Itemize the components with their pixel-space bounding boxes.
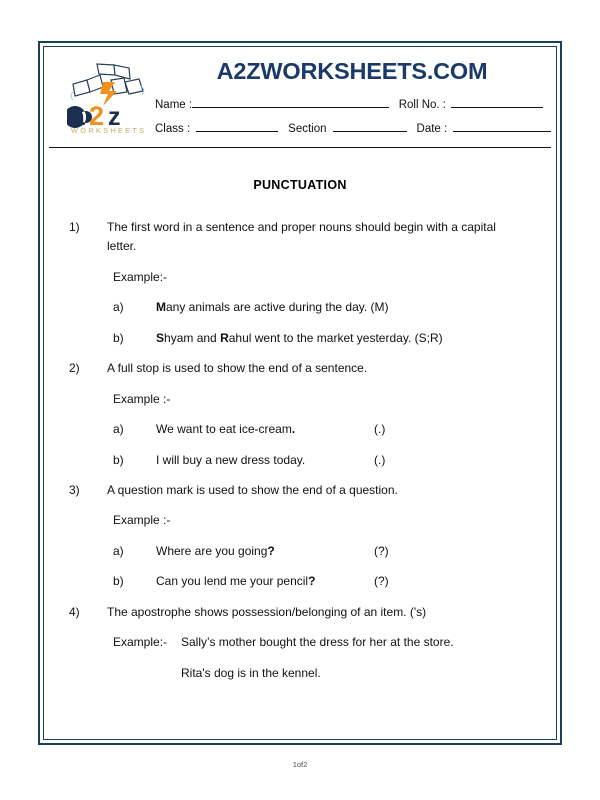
bold-capital: M <box>156 300 166 315</box>
example-item <box>113 572 537 591</box>
example-label: Example:- <box>113 269 168 284</box>
example-item-label: a) <box>113 543 124 558</box>
example-item-text <box>156 420 374 439</box>
question-line <box>63 359 537 378</box>
example-sentence-2: Rita's dog is in the kennel. <box>181 665 321 680</box>
bold-punctuation: ? <box>267 543 275 558</box>
question-number: 2) <box>69 361 80 376</box>
footer-page-number: 1of2 <box>292 760 308 769</box>
example-sentence: We want to eat ice-cream <box>156 422 292 437</box>
question-text: A full stop is used to show the end of a sentence. <box>107 361 368 376</box>
worksheet-inner-border <box>43 46 557 740</box>
example-item-text <box>156 572 374 591</box>
class-section-date-row <box>155 120 543 144</box>
roll-no-label: Roll No. : <box>398 99 446 111</box>
worksheet-header <box>49 52 551 148</box>
example-item-text <box>156 298 389 317</box>
svg-text:2: 2 <box>89 101 105 131</box>
worksheet-page <box>38 41 562 745</box>
example-item-label: b) <box>113 330 124 345</box>
example-item-label: a) <box>113 422 124 437</box>
name-label: Name : <box>155 99 193 111</box>
bold-punctuation: . <box>291 422 296 437</box>
question-block-3 <box>63 481 537 592</box>
class-label: Class : <box>155 123 191 135</box>
example-sentence: I will buy a new dress today. <box>156 452 306 467</box>
example-label: Example :- <box>113 513 171 528</box>
section-input[interactable] <box>333 120 407 132</box>
svg-text:a: a <box>71 103 85 131</box>
svg-text:z: z <box>108 103 121 131</box>
bold-capital-2: R <box>220 330 229 345</box>
inline-example-row <box>113 633 537 652</box>
question-block-1 <box>63 218 537 348</box>
roll-no-input[interactable] <box>451 96 543 108</box>
example-sentence: Sally’s mother bought the dress for her at the store. <box>181 635 454 650</box>
punctuation-mark: (?) <box>374 543 389 558</box>
question-text: The first word in a sentence and proper nouns should begin with a capital letter. <box>107 220 496 254</box>
page-title: PUNCTUATION <box>253 178 347 192</box>
question-number: 4) <box>69 604 80 619</box>
example-item-text <box>156 451 374 470</box>
question-block-4 <box>63 603 537 683</box>
section-label: Section <box>288 123 327 135</box>
site-title: A2ZWORKSHEETS.COM <box>216 58 488 84</box>
question-text: The apostrophe shows possession/belonging of an item. ('s) <box>107 604 427 619</box>
logo-subtext: WORKSHEETS <box>71 126 147 135</box>
class-input[interactable] <box>196 120 278 132</box>
example-item-label: a) <box>113 300 124 315</box>
name-roll-row <box>155 96 543 120</box>
example-item-rest: any animals are active during the day. (M) <box>166 300 389 315</box>
example-label: Example :- <box>113 391 171 406</box>
example-item-mid: hyam and <box>164 330 221 345</box>
example-item-text <box>156 329 443 348</box>
example-item <box>113 420 537 439</box>
example-item-text <box>156 542 374 561</box>
bold-capital: S <box>156 330 165 345</box>
example-label: Example:- <box>113 635 168 650</box>
name-input[interactable] <box>192 96 389 108</box>
question-block-2 <box>63 359 537 470</box>
example-sentence: Can you lend me your pencil <box>156 574 309 589</box>
bold-punctuation: ? <box>308 574 316 589</box>
punctuation-mark: (?) <box>374 574 389 589</box>
example-sentence: Where are you going <box>156 543 268 558</box>
punctuation-mark: (.) <box>374 422 386 437</box>
example-item <box>113 329 537 348</box>
question-number: 1) <box>69 220 80 234</box>
student-info-fields <box>155 96 543 144</box>
example-item-rest: ahul went to the market yesterday. (S;R) <box>228 330 443 345</box>
date-label: Date : <box>416 123 448 135</box>
question-number: 3) <box>69 482 80 497</box>
question-line <box>63 218 537 257</box>
worksheet-content <box>49 148 551 734</box>
example-item-label: b) <box>113 452 124 467</box>
question-text: A question mark is used to show the end of a question. <box>107 482 398 497</box>
example-item <box>113 451 537 470</box>
a2z-logo <box>67 62 149 136</box>
punctuation-mark: (.) <box>374 452 386 467</box>
date-input[interactable] <box>453 120 551 132</box>
question-line <box>63 481 537 500</box>
question-line <box>63 603 537 622</box>
example-item <box>113 542 537 561</box>
example-item-label: b) <box>113 574 124 589</box>
example-item <box>113 298 537 317</box>
